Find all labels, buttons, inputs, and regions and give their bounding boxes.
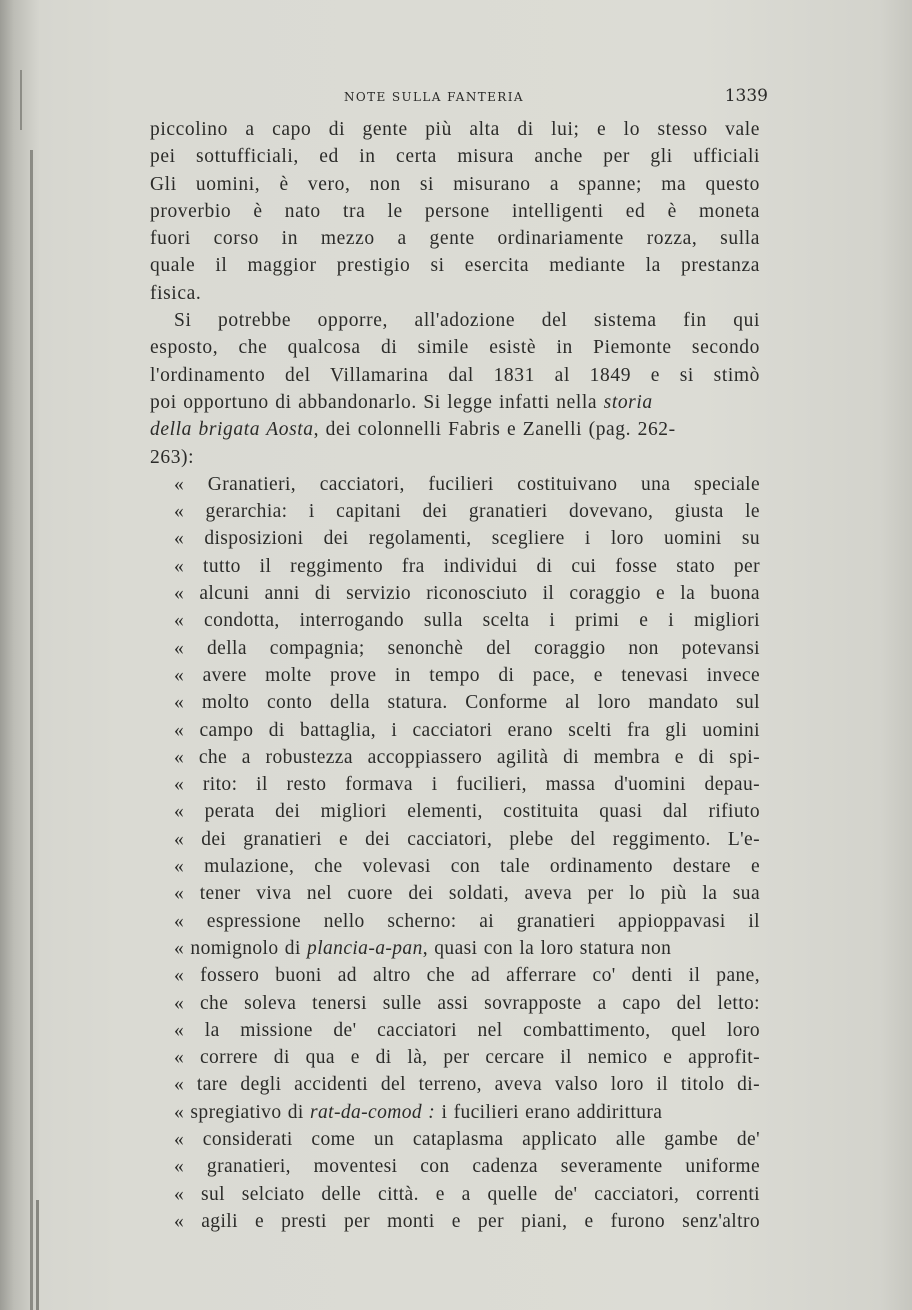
text-run: , quasi con la loro statura non — [422, 937, 672, 959]
quote-line: « espressione nello scherno: ai granatieri appioppavasi il — [174, 910, 760, 932]
binding-mark — [20, 70, 22, 130]
quote-line: « tener viva nel cuore dei soldati, aveva per lo più la sua — [174, 883, 760, 905]
italic-term: plancia-a-pan — [307, 937, 423, 959]
quote-line: « disposizioni dei regolamenti, scegliere i loro uomini su — [174, 528, 760, 550]
text-line — [150, 389, 760, 416]
quote-line: « tutto il reggimento fra individui di cui fosse stato per — [174, 555, 760, 577]
block-quote — [150, 471, 760, 1235]
quote-line — [150, 1099, 760, 1126]
quote-line: « agili e presti per monti e per piani, e furono senz'altro — [174, 1210, 760, 1232]
text-line: l'ordinamento del Villamarina dal 1831 al 1849 e si stimò — [150, 364, 760, 386]
text-line — [150, 416, 760, 443]
page-number: 1339 — [724, 86, 768, 106]
binding-shadow — [30, 150, 33, 1310]
text-line: piccolino a capo di gente più alta di lui; e lo stesso vale — [150, 119, 760, 140]
quote-line: « che a robustezza accoppiassero agilità di membra e di spi- — [174, 746, 760, 768]
quote-line: « che soleva tenersi sulle assi sovrapposte a capo del letto: — [174, 992, 760, 1014]
text-line: esposto, che qualcosa di simile esistè in Piemonte secondo — [150, 337, 760, 359]
text-line: fuori corso in mezzo a gente ordinariamente rozza, sulla — [150, 228, 760, 250]
paragraph-2 — [150, 307, 760, 471]
italic-title: della brigata Aosta — [150, 419, 314, 441]
quote-line: « della compagnia; senonchè del coraggio non potevansi — [174, 637, 760, 659]
text-line: fisica. — [150, 282, 202, 304]
binding-mark-lower — [36, 1200, 39, 1310]
quote-line: « fossero buoni ad altro che ad afferrare co' denti il pane, — [174, 965, 760, 987]
quote-line: « dei granatieri e dei cacciatori, plebe del reggimento. L'e- — [174, 828, 760, 850]
italic-term: rat-da-comod : — [310, 1101, 436, 1123]
quote-line: « sul selciato delle città. e a quelle de' cacciatori, correnti — [174, 1183, 760, 1205]
quote-line: « perata dei migliori elementi, costituita quasi dal rifiuto — [174, 801, 760, 823]
quote-line — [150, 935, 760, 962]
quote-line: « mulazione, che volevasi con tale ordinamento destare e — [174, 856, 760, 878]
quote-line: « avere molte prove in tempo di pace, e tenevasi invece — [174, 664, 760, 686]
text-line: quale il maggior prestigio si esercita mediante la prestanza — [150, 255, 760, 277]
text-line: pei sottufficiali, ed in certa misura anche per gli ufficiali — [150, 146, 760, 168]
quote-line: « campo di battaglia, i cacciatori erano scelti fra gli uomini — [174, 719, 760, 741]
text-line: Gli uomini, è vero, non si misurano a spanne; ma questo — [150, 173, 760, 195]
quote-line: « considerati come un cataplasma applicato alle gambe de' — [174, 1128, 760, 1150]
italic-title: storia — [603, 391, 653, 413]
quote-line: « condotta, interrogando sulla scelta i primi e i migliori — [174, 610, 760, 632]
quote-line: « la missione de' cacciatori nel combattimento, quel loro — [174, 1019, 760, 1041]
text-line: Si potrebbe opporre, all'adozione del sistema fin qui — [174, 310, 760, 332]
running-head — [150, 86, 768, 114]
text-run: , dei colonnelli Fabris e Zanelli (pag. 262- — [313, 419, 676, 441]
paragraph-1 — [150, 116, 760, 307]
quote-line: « molto conto della statura. Conforme al loro mandato sul — [174, 692, 760, 714]
text-run: « nomignolo di — [174, 937, 308, 959]
text-run: i fucilieri erano addirittura — [435, 1101, 663, 1123]
quote-line: « alcuni anni di servizio riconosciuto il coraggio e la buona — [174, 583, 760, 605]
quote-line: « Granatieri, cacciatori, fucilieri costituivano una speciale — [174, 473, 760, 495]
text-line: proverbio è nato tra le persone intelligenti ed è moneta — [150, 200, 760, 222]
quote-line: « gerarchia: i capitani dei granatieri dovevano, giusta le — [174, 501, 760, 523]
running-title: NOTE SULLA FANTERIA — [344, 90, 524, 104]
text-line: 263): — [150, 446, 195, 468]
quote-line: « tare degli accidenti del terreno, aveva valso loro il titolo di- — [174, 1074, 760, 1096]
text-run: poi opportuno di abbandonarlo. Si legge infatti nella — [150, 391, 598, 413]
body-text — [150, 116, 760, 1235]
quote-line: « correre di qua e di là, per cercare il nemico e approfit- — [174, 1047, 760, 1069]
quote-line: « rito: il resto formava i fucilieri, massa d'uomini depau- — [174, 774, 760, 796]
text-run: « spregiativo di — [174, 1101, 310, 1123]
quote-line: « granatieri, moventesi con cadenza severamente uniforme — [174, 1156, 760, 1178]
